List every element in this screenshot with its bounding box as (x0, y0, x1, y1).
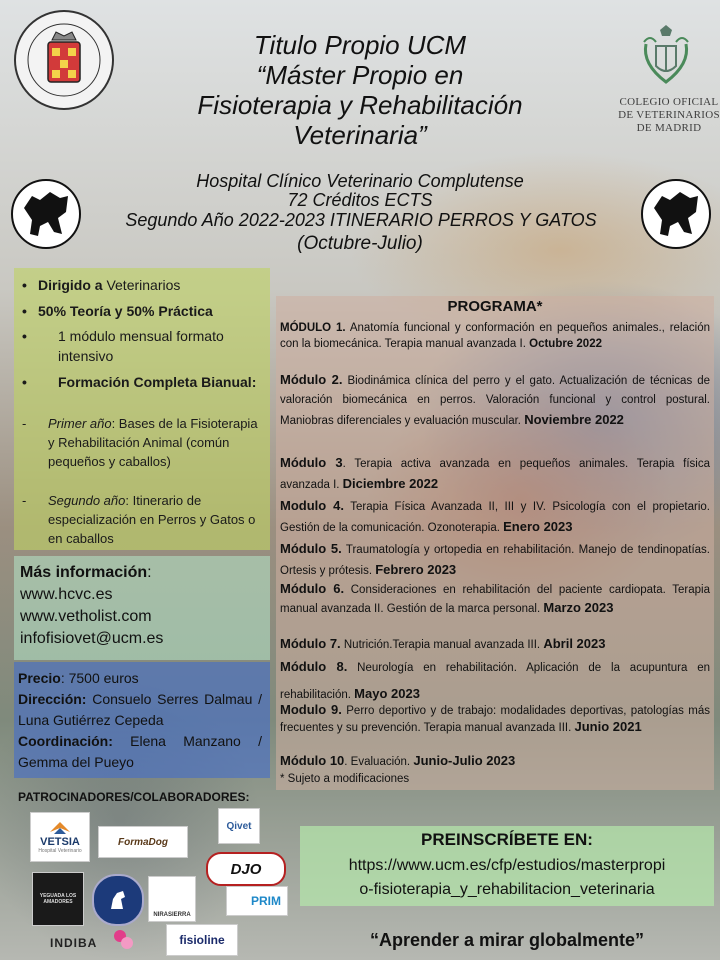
direction: Dirección: Consuelo Serres Dalmau / Luna Gutiérrez Cepeda (18, 691, 262, 728)
bullet-monthly-module: • 1 módulo mensual formato intensivo (22, 328, 224, 364)
nirasierra-logo: NIRASIERRA (148, 876, 196, 922)
cov-name: COLEGIO OFICIAL DE VETERINARIOS DE MADRID (618, 96, 720, 134)
first-year-item: - Primer año: Bases de la Fisioterapia y Rehabilitación Animal (común pequeños y caballos) (22, 416, 258, 469)
bullet-target: • Dirigido a Veterinarios (22, 277, 181, 293)
fisioline-logo: fisioline (166, 924, 238, 956)
cov-emblem-icon (636, 24, 696, 88)
email-link[interactable]: infofisiovet@ucm.es (20, 630, 164, 647)
sponsors-heading: PATROCINADORES/COLABORADORES: (18, 790, 250, 804)
program-heading: PROGRAMA* (447, 298, 543, 315)
module-7: Módulo 7. Nutrición.Terapia manual avanzada III. Abril 2023 (280, 636, 606, 651)
contact-info: Más información: www.hcvc.es www.vetholist.com infofisiovet@ucm.es (20, 562, 270, 650)
djo-logo: DJO (206, 852, 286, 886)
module-9: Modulo 9. Perro deportivo y de trabajo: modalidades deportivas, patologías más frecuentes y su prevención. Terapia manual avanzada III. Junio 2021 (280, 702, 710, 734)
bullet-biannual: • Formación Completa Bianual: (22, 374, 257, 390)
price: Precio: 7500 euros (18, 670, 139, 686)
website-link-vetholist[interactable]: www.vetholist.com (20, 608, 152, 625)
module-3: Módulo 3. Terapia activa avanzada en pequeños animales. Terapia física avanzada I. Diciembre 2022 (280, 455, 711, 491)
website-link-hcvc[interactable]: www.hcvc.es (20, 586, 113, 603)
vetsia-bird-icon (48, 820, 72, 836)
slogan: “Aprender a mirar globalmente” (369, 930, 645, 950)
module-1: MÓDULO 1. Anatomía funcional y conformación en pequeños animales., relación con la biomecánica. Terapia manual avanzada I. Octubre 2022 (280, 322, 710, 350)
prim-logo: PRIM (226, 886, 288, 916)
bullet-theory-practice: • 50% Teoría y 50% Práctica (22, 303, 213, 319)
qivet-logo: Qivet (218, 808, 260, 844)
course-details (18, 668, 262, 773)
indiba-dots-icon (112, 928, 134, 950)
dog-cat-silhouette-icon (640, 178, 712, 250)
yeguada-logo: YEGUADA LOS AMADORES (32, 872, 84, 926)
module-6: Módulo 6. Consideraciones en rehabilitación del paciente cardiopata. Terapia manual avanzada II. Gestión de la marca personal. Marzo 2023 (280, 581, 710, 615)
subtitle-year: Segundo Año 2022-2023 ITINERARIO PERROS Y GATOS (125, 210, 597, 230)
coordination: Coordinación: Elena Manzano / Gemma del Pueyo (18, 733, 262, 770)
horse-seal-logo (92, 874, 144, 926)
module-8: Módulo 8. Neurología en rehabilitación. Aplicación de la acupuntura en rehabilitación. Mayo 2023 (280, 659, 710, 701)
preregister-heading: PREINSCRÍBETE EN: (421, 830, 593, 849)
module-5: Módulo 5. Traumatología y ortopedia en rehabilitación. Manejo de tendinopatías. Ortesis y prótesis. Febrero 2023 (280, 541, 710, 577)
indiba-logo: INDIBA (50, 936, 98, 950)
subtitle-credits: 72 Créditos ECTS (287, 190, 433, 210)
main-title: Titulo Propio UCM “Máster Propio en Fisioterapia y Rehabilitación Veterinaria” (197, 30, 523, 150)
horse-icon (103, 885, 133, 915)
module-10: Módulo 10. Evaluación. Junio-Julio 2023 (280, 753, 516, 768)
ucm-seal-icon (12, 8, 116, 112)
formadog-logo: FormaDog (98, 826, 188, 858)
dog-cat-silhouette-icon (10, 178, 82, 250)
module-2: Módulo 2. Biodinámica clínica del perro y el gato. Actualización de técnicas de valoración biomecánica en perros. Valoración funcional y control postural. Maniobras diferenciales y evaluación muscular. Noviembre 2022 (280, 372, 710, 427)
subtitle-dates: (Octubre-Julio) (297, 233, 423, 254)
second-year-item: - Segundo año: Itinerario de especialización en Perros y Gatos o en caballos (22, 493, 256, 546)
modification-note: * Sujeto a modificaciones (280, 773, 410, 785)
module-4: Modulo 4. Terapia Física Avanzada II, III y IV. Psicología con el propietario. Gestión de la comunicación. Ozonoterapia. Enero 2023 (280, 498, 710, 534)
vetsia-logo: VETSIA Hospital Veterinario (30, 812, 90, 862)
preregister-url[interactable]: https://www.ucm.es/cfp/estudios/masterpropi o-fisioterapia_y_rehabilitacion_veterinaria (348, 857, 666, 898)
subtitle-hospital: Hospital Clínico Veterinario Complutense (196, 171, 524, 191)
